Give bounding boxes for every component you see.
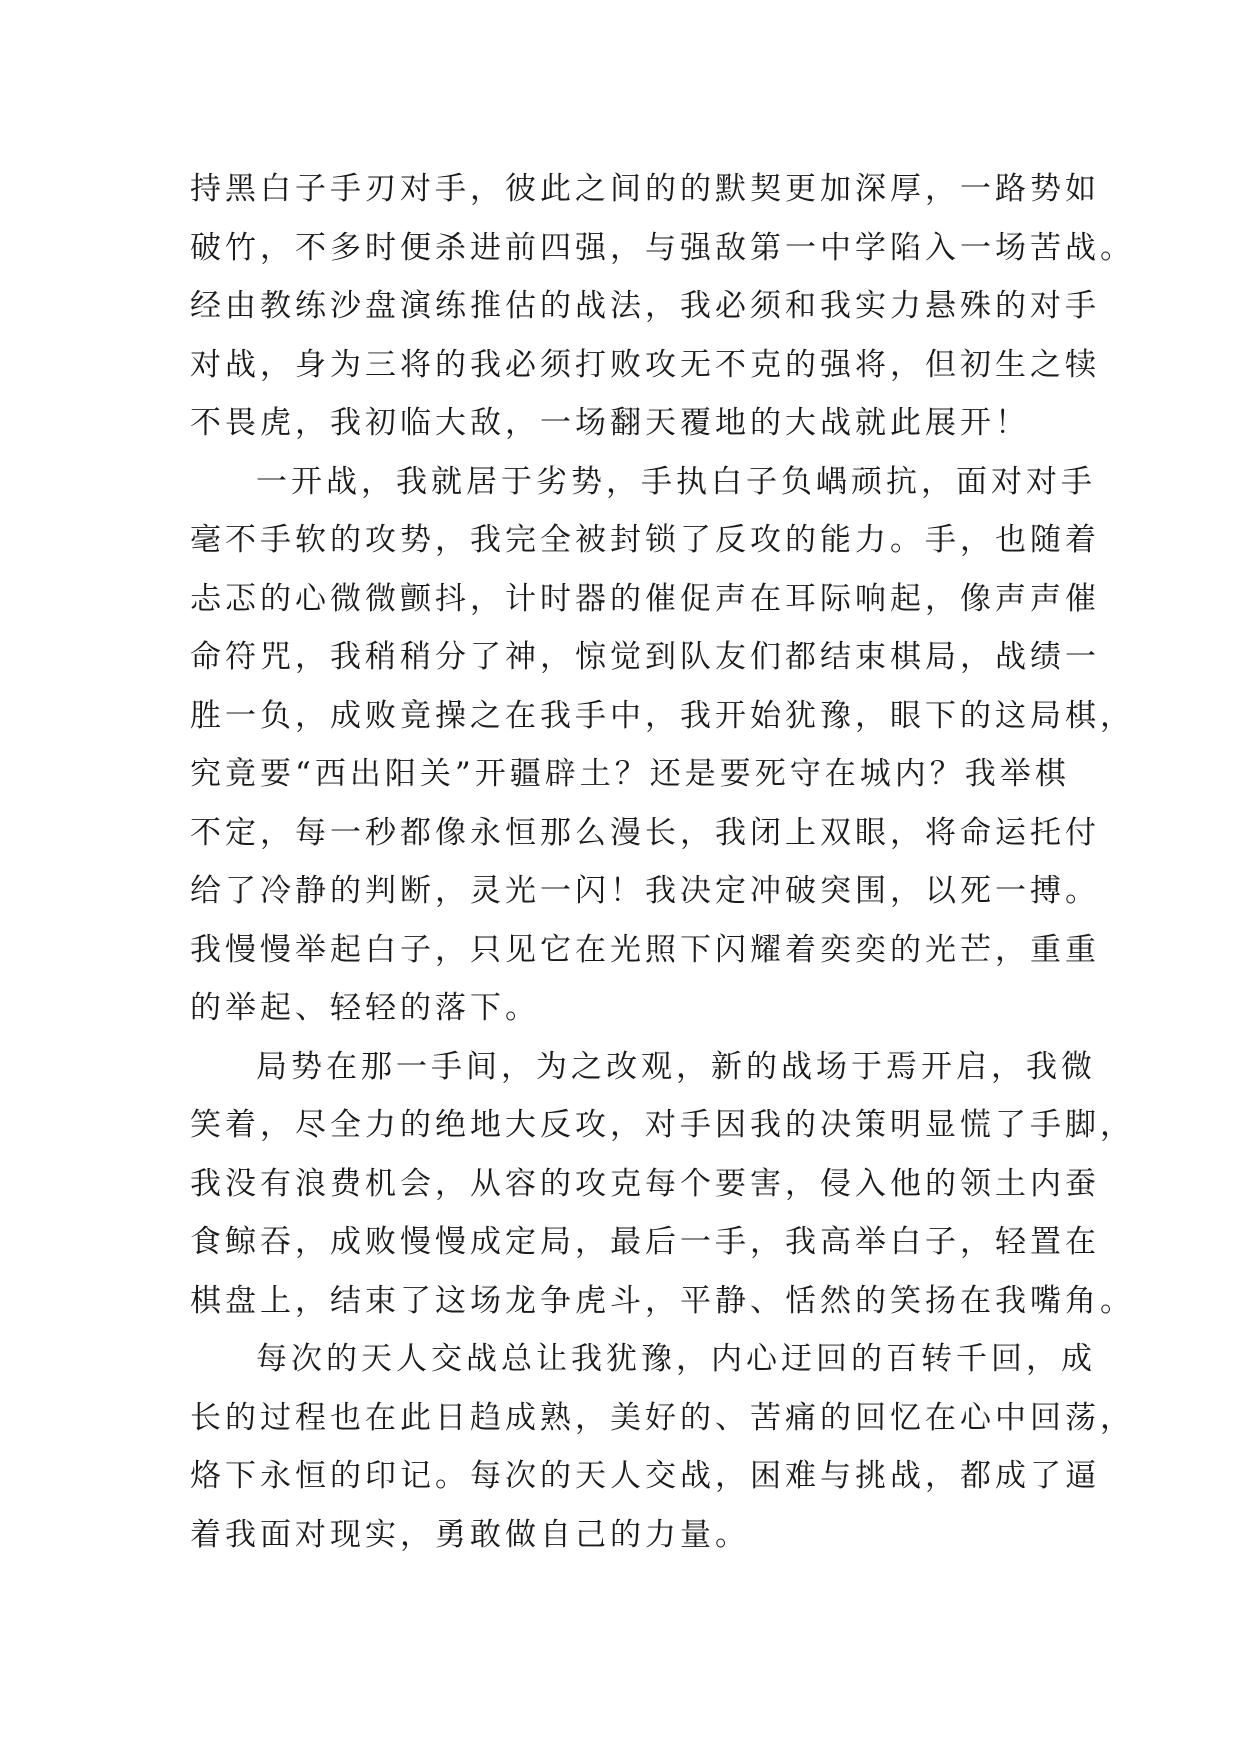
paragraph [190, 1038, 1135, 1331]
text-line: 忐忑的心微微颤抖，计时器的催促声在耳际响起，像声声催 [190, 580, 1100, 617]
text-line: 每次的天人交战总让我犹豫，内心迂回的百转千回，成 [256, 1341, 1096, 1377]
text-line: 食鲸吞，成败慢慢成定局，最后一手，我高举白子，轻置在 [190, 1224, 1100, 1260]
paragraph [190, 160, 1135, 453]
text-line: 胜一负，成败竟操之在我手中，我开始犹豫，眼下的这局棋， [190, 697, 1135, 734]
paragraph [190, 453, 1135, 1038]
paragraph [190, 1330, 1135, 1564]
text-line: 着我面对现实，勇敢做自己的力量。 [190, 1516, 750, 1553]
text-line: 持黑白子手刃对手，彼此之间的的默契更加深厚，一路势如 [190, 171, 1100, 207]
text-line: 棋盘上，结束了这场龙争虎斗，平静、恬然的笑扬在我嘴角。 [190, 1282, 1135, 1319]
document-body [190, 160, 1135, 1564]
text-line: 长的过程也在此日趋成熟，美好的、苦痛的回忆在心中回荡， [190, 1399, 1135, 1436]
text-line: 对战，身为三将的我必须打败攻无不克的强将，但初生之犊 [190, 346, 1100, 383]
text-line: 笑着，尽全力的绝地大反攻，对手因我的决策明显慌了手脚， [190, 1107, 1135, 1143]
text-line: 局势在那一手间，为之改观，新的战场于焉开启，我微 [256, 1048, 1096, 1085]
text-line: 究竟要“西出阳关”开疆辟土？还是要死守在城内？我举棋 [190, 756, 1070, 792]
text-line: 我慢慢举起白子，只见它在光照下闪耀着奕奕的光芒，重重 [190, 931, 1100, 968]
text-line: 毫不手软的攻势，我完全被封锁了反攻的能力。手，也随着 [190, 522, 1100, 558]
text-line: 给了冷静的判断，灵光一闪！我决定冲破突围，以死一搏。 [190, 873, 1100, 909]
text-line: 的举起、轻轻的落下。 [190, 990, 540, 1026]
text-line: 一开战，我就居于劣势，手执白子负嵎顽抗，面对对手 [256, 463, 1096, 500]
text-line: 命符咒，我稍稍分了神，惊觉到队友们都结束棋局，战绩一 [190, 639, 1100, 675]
text-line: 我没有浪费机会，从容的攻克每个要害，侵入他的领土内蚕 [190, 1165, 1100, 1202]
text-line: 经由教练沙盘演练推估的战法，我必须和我实力悬殊的对手 [190, 288, 1100, 324]
text-line: 烙下永恒的印记。每次的天人交战，困难与挑战，都成了逼 [190, 1458, 1100, 1494]
text-line: 破竹，不多时便杀进前四强，与强敌第一中学陷入一场苦战。 [190, 229, 1135, 266]
text-line: 不畏虎，我初临大敌，一场翻天覆地的大战就此展开！ [190, 405, 1030, 441]
text-line: 不定，每一秒都像永恒那么漫长，我闭上双眼，将命运托付 [190, 814, 1100, 851]
